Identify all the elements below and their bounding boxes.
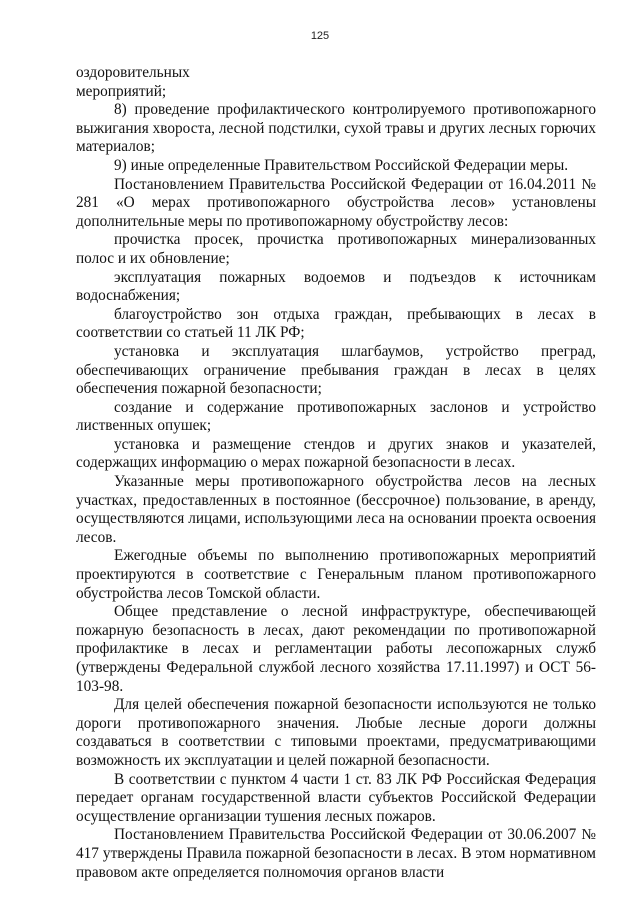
paragraph: Для целей обеспечения пожарной безопасности используются не только дороги противопожарного значения. Любые лесные дороги должны создаваться в соответствии с типовыми проектами, предусматривающими возможность их эксплуатации и целей пожарной безопасности. (76, 696, 596, 769)
paragraph: Ежегодные объемы по выполнению противопожарных мероприятий проектируются в соответствие с Генеральным планом противопожарного обустройства лесов Томской области. (76, 547, 596, 602)
page-number: 125 (310, 30, 330, 42)
paragraph: 9) иные определенные Правительством Российской Федерации меры. (114, 156, 569, 174)
paragraph: прочистка просек, прочистка противопожарных минерализованных полос и их обновление; (76, 231, 596, 267)
paragraph: Постановлением Правительства Российской Федерации от 16.04.2011 № 281 «О мерах противопожарного обустройства лесов» установлены дополнительные меры по противопожарному обустройству лесов: (76, 175, 596, 230)
paragraph: Постановлением Правительства Российской Федерации от 30.06.2007 № 417 утверждены Правила пожарной безопасности в лесах. В этом нормативном правовом акте определяется полномочия органов власти (76, 826, 596, 881)
paragraph: благоустройство зон отдыха граждан, пребывающих в лесах в соответствии со статьей 11 ЛК РФ; (76, 305, 596, 342)
paragraph: эксплуатация пожарных водоемов и подъездов к источникам водоснабжения; (76, 268, 596, 305)
paragraph: установка и эксплуатация шлагбаумов, устройство преград, обеспечивающих ограничение пребывания граждан в лесах в целях обеспечения пожарной безопасности; (76, 342, 596, 398)
paragraph: 8) проведение профилактического контролируемого противопожарного выжигания хвороста, лесной подстилки, сухой травы и других лесных горючих материалов; (76, 101, 596, 156)
paragraph: установка и размещение стендов и других знаков и указателей, содержащих информацию о мерах пожарной безопасности в лесах. (76, 435, 596, 472)
document-body (76, 64, 596, 882)
paragraph: В соответствии с пунктом 4 части 1 ст. 83 ЛК РФ Российская Федерация передает органам государственной власти субъектов Российской Федерации осуществление организации тушения лесных пожаров. (76, 770, 596, 825)
paragraph: оздоровительных (76, 64, 190, 81)
paragraph: Общее представление о лесной инфраструктуре, обеспечивающей пожарную безопасность в лесах, дают рекомендации по противопожарной профилактике в лесах и регламентации работы лесопожарных служб (утверждены Федеральной службой лесного хозяйства 17.11.1997) и ОСТ 56-103-98. (76, 603, 596, 695)
paragraph: Указанные меры противопожарного обустройства лесов на лесных участках, предоставленных в постоянное (бессрочное) пользование, в аренду, осуществляются лицами, использующими леса на основании проекта освоения лесов. (76, 473, 596, 546)
paragraph: создание и содержание противопожарных заслонов и устройство лиственных опушек; (76, 398, 596, 435)
paragraph: мероприятий; (76, 82, 167, 100)
